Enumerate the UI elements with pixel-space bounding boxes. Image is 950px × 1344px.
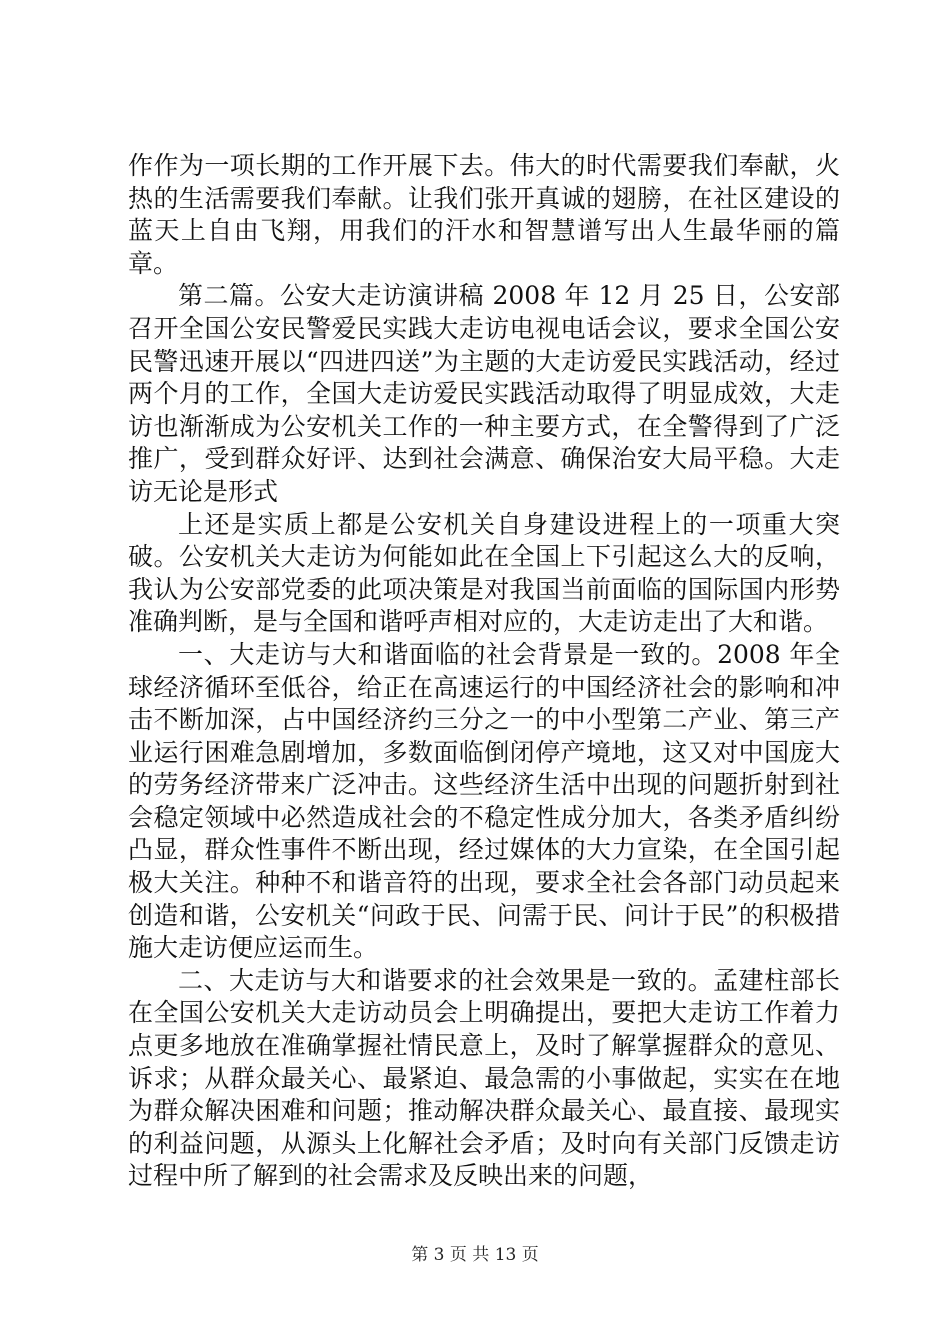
paragraph-3: 上还是实质上都是公安机关自身建设进程上的一项重大突破。公安机关大走访为何能如此在全国上下引起这么大的反响，我认为公安部党委的此项决策是对我国当前面临的国际国内形势准确判断，是与全国和谐呼声相对应的，大走访走出了大和谐。 <box>128 509 840 637</box>
paragraph-2: 第二篇。公安大走访演讲稿 2008 年 12 月 25 日，公安部召开全国公安民警爱民实践大走访电视电话会议，要求全国公安民警迅速开展以“四进四送”为主题的大走访爱民实践活动，经过两个月的工作，全国大走访爱民实践活动取得了明显成效，大走访也渐渐成为公安机关工作的一种主要方式，在全警得到了广泛推广，受到群众好评、达到社会满意、确保治安大局平稳。大走访无论是形式 <box>128 281 840 506</box>
page-footer: 第 3 页 共 13 页 <box>411 1245 539 1265</box>
paragraph-5: 二、大走访与大和谐要求的社会效果是一致的。孟建柱部长在全国公安机关大走访动员会上明确提出，要把大走访工作着力点更多地放在准确掌握社情民意上，及时了解掌握群众的意见、诉求；从群众最关心、最紧迫、最急需的小事做起，实实在在地为群众解决困难和问题；推动解决群众最关心、最直接、最现实的利益问题，从源头上化解社会矛盾；及时向有关部门反馈走访过程中所了解到的社会需求及反映出来的问题， <box>128 965 840 1191</box>
paragraph-4: 一、大走访与大和谐面临的社会背景是一致的。2008 年全球经济循环至低谷，给正在高速运行的中国经济社会的影响和冲击不断加深，占中国经济约三分之一的中小型第二产业、第三产业运行困难急剧增加，多数面临倒闭停产境地，这又对中国庞大的劳务经济带来广泛冲击。这些经济生活中出现的问题折射到社会稳定领域中必然造成社会的不稳定性成分加大，各类矛盾纠纷凸显，群众性事件不断出现，经过媒体的大力宣染，在全国引起极大关注。种种不和谐音符的出现，要求全社会各部门动员起来创造和谐，公安机关“问政于民、问需于民、问计于民”的积极措施大走访便应运而生。 <box>128 639 840 963</box>
paragraph-1: 作作为一项长期的工作开展下去。伟大的时代需要我们奉献，火热的生活需要我们奉献。让我们张开真诚的翅膀，在社区建设的蓝天上自由飞翔，用我们的汗水和智慧谱写出人生最华丽的篇章。 <box>128 151 840 278</box>
document-body <box>128 150 840 1193</box>
